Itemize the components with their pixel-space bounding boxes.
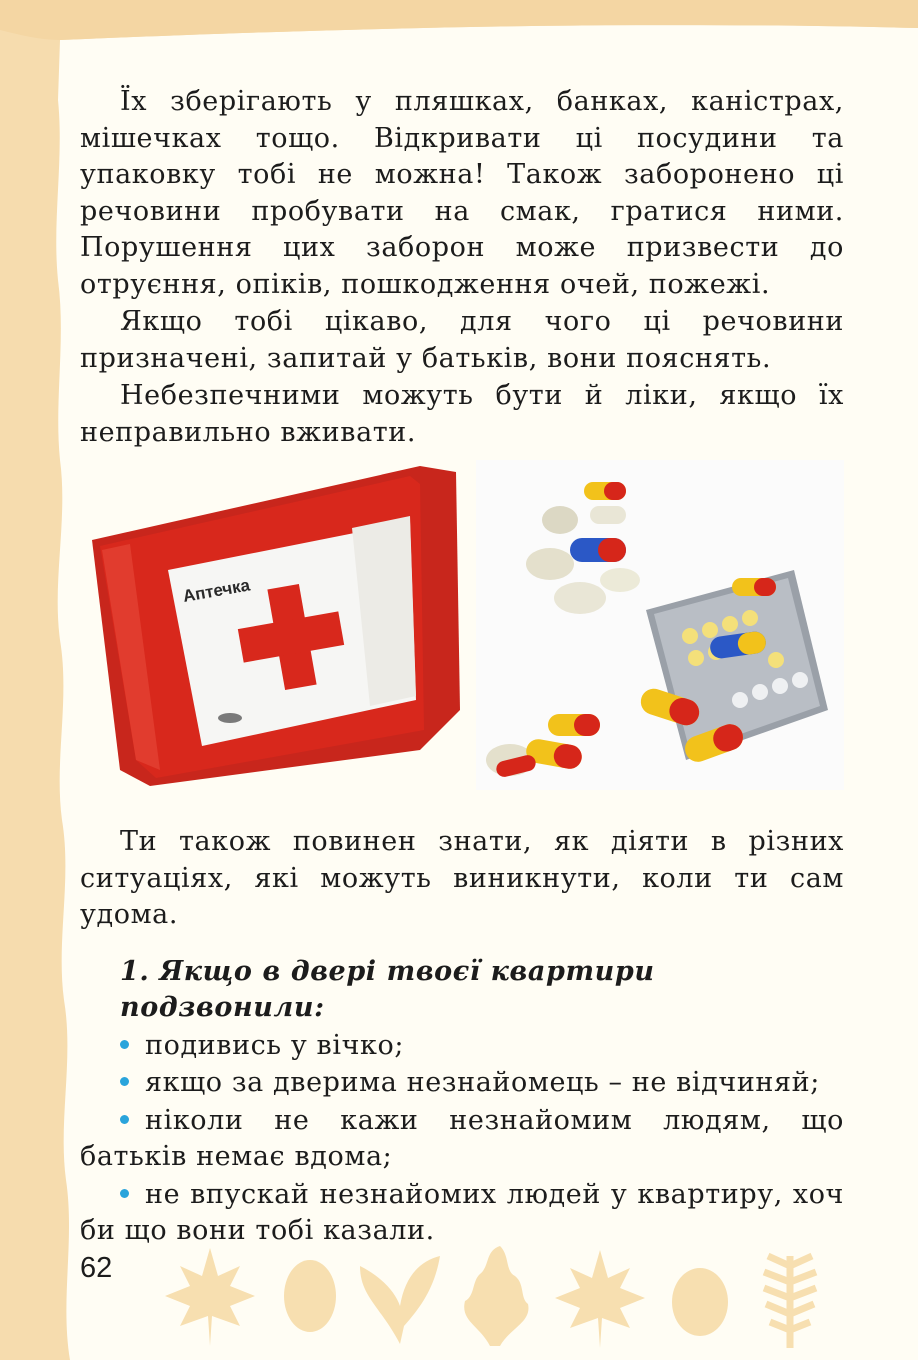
paragraph: Ти також повинен знати, як діяти в різних ситуаціях, які можуть виникнути, коли ти сам удома. [80,826,844,930]
instructions-text [80,824,844,1250]
bullet-item [80,1103,844,1176]
bullet-icon [120,1077,129,1086]
page-number: 62 [80,1252,113,1284]
bullet-item [80,1028,844,1065]
pills-image [476,460,844,790]
bullet-text: подивись у вічко; [145,1029,405,1061]
leaf-decoration [160,1236,850,1356]
round-leaf-icon [284,1260,336,1332]
maple-leaf-icon [555,1250,645,1348]
bullet-text: не впускай незнайомих людей у квартиру, хоч би що вони тобі казали. [80,1178,844,1246]
maple-leaf-icon [165,1248,255,1346]
kit-label: Аптечка [181,575,252,606]
round-leaf-icon [672,1268,728,1336]
paragraph: Їх зберігають у пляшках, банках, каністрах, мішечках тощо. Відкривати ці посудини та упаковку тобі не можна! Також заборонено ці речовини пробувати на смак, гратися ними. Порушення цих заборон може призвести до отруєння, опіків, пошкодження очей, пожежі. [80,86,844,300]
fern-leaf-icon [764,1256,816,1348]
paragraph: Якщо тобі цікаво, для чого ці речовини призначені, запитай у батьків, вони пояснять. [80,306,844,374]
bullet-icon [120,1189,129,1198]
bullet-icon [120,1040,129,1049]
section-heading: 1. Якщо в двері твоєї квартири подзвонили: [120,955,655,1023]
intro-text [80,84,844,451]
first-aid-photo [80,460,844,790]
bullet-text: якщо за дверима незнайомець – не відчиняй; [145,1067,820,1098]
paragraph: Небезпечними можуть бути й ліки, якщо їх неправильно вживати. [80,380,844,448]
bullet-icon [120,1115,129,1124]
first-aid-kit-image [92,466,460,786]
bullet-item [80,1065,844,1102]
chestnut-leaf-icon [360,1256,440,1344]
oak-leaf-icon [464,1246,528,1346]
bullet-text: ніколи не кажи незнайомим людям, що батьків немає вдома; [80,1104,844,1172]
